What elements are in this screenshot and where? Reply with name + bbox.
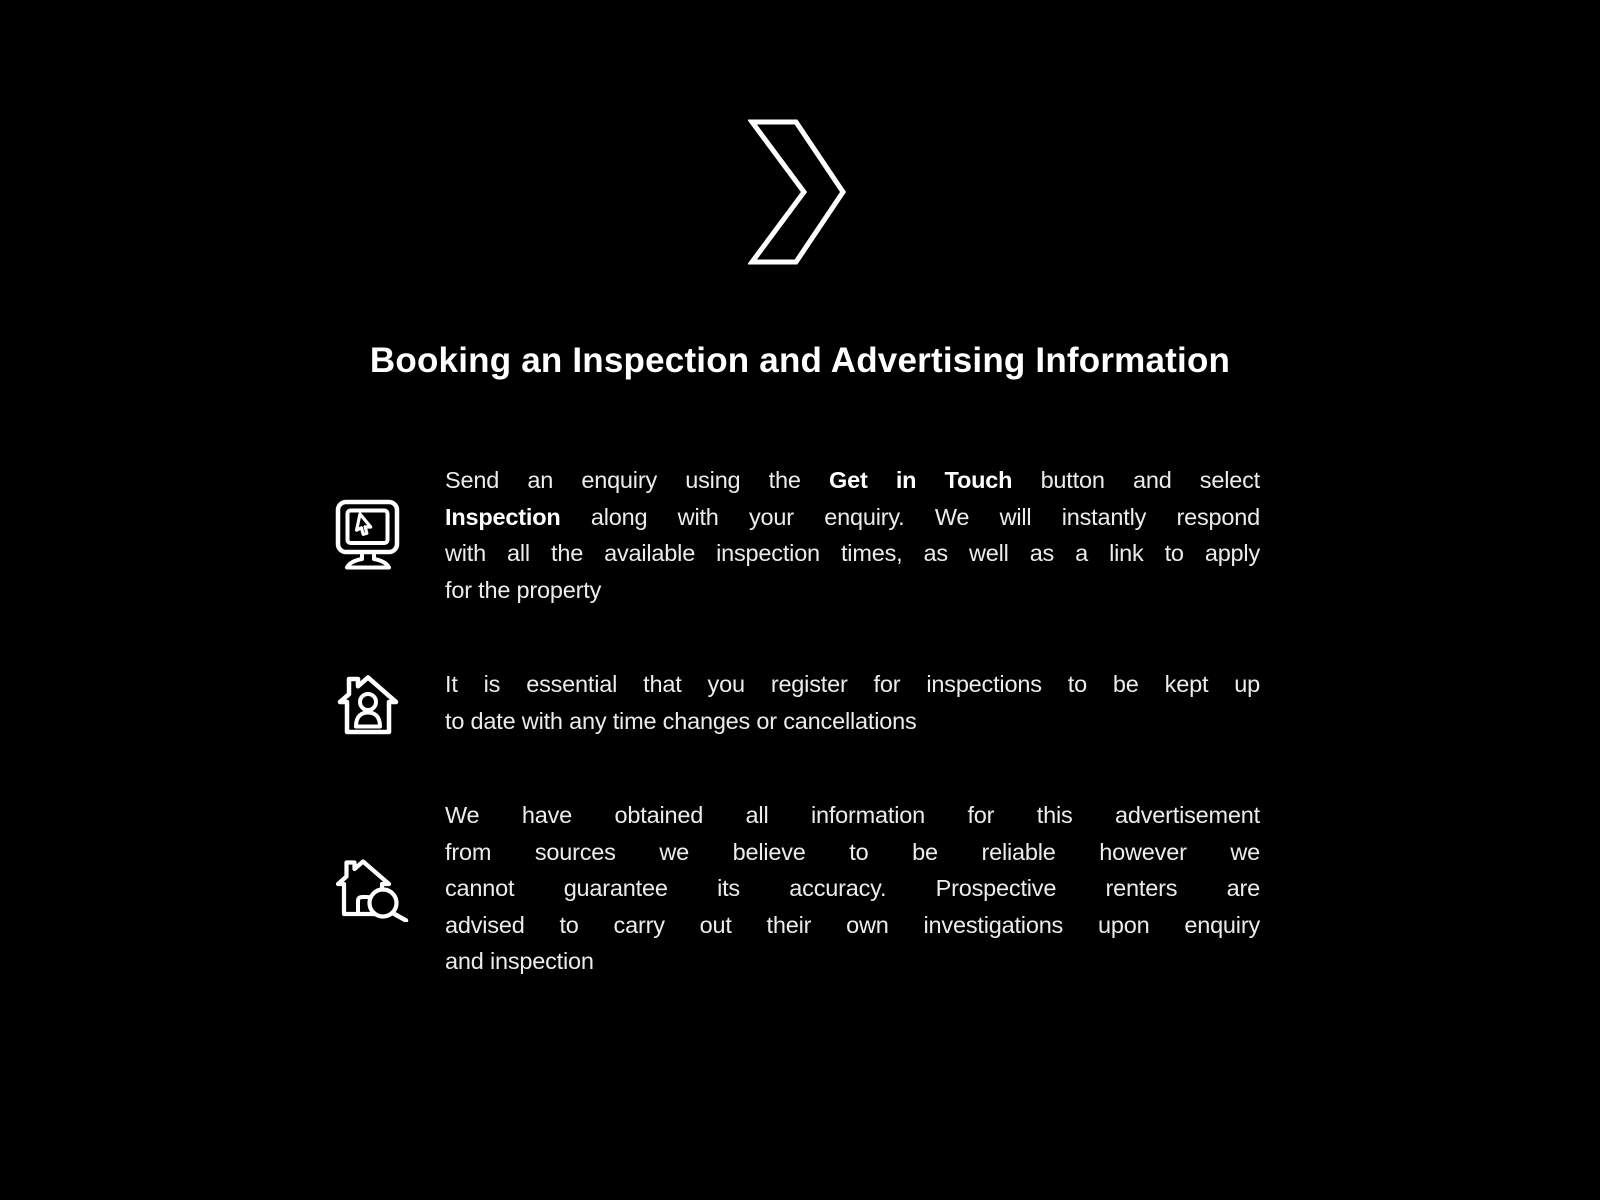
next-chevron-icon[interactable] (748, 118, 848, 266)
bold-inspection: Inspection (445, 503, 561, 530)
bullet-text-register (445, 666, 1260, 739)
bold-get-in-touch: Get in Touch (829, 467, 1013, 493)
page-title: Booking an Inspection and Advertising Information (369, 341, 1231, 380)
text-line: with all the available inspection times, as well as a link to apply (445, 540, 1260, 566)
text-line: We have obtained all information for this advertisement (445, 802, 1260, 828)
bullet-item-enquiry (335, 462, 1260, 608)
text-line: Send an enquiry using the Get in Touch button and select (445, 467, 1260, 493)
chevron-right-icon (748, 118, 848, 266)
bullet-text-disclaimer (445, 797, 1260, 980)
text-line: and inspection (445, 948, 594, 974)
text-line: cannot guarantee its accuracy. Prospective renters are (445, 875, 1260, 901)
house-person-icon (335, 670, 445, 736)
bullet-list (335, 462, 1260, 980)
text-line: advised to carry out their own investigations upon enquiry (445, 911, 1260, 938)
bullet-item-register (335, 666, 1260, 739)
monitor-cursor-icon (335, 499, 445, 571)
bullet-text-enquiry (445, 462, 1260, 608)
text-line: from sources we believe to be reliable however we (445, 838, 1260, 865)
text-line: to date with any time changes or cancellations (445, 707, 917, 734)
text-line: It is essential that you register for inspections to be kept up (445, 671, 1260, 697)
house-magnifier-icon (335, 854, 445, 922)
text-line: for the property (445, 576, 602, 603)
bullet-item-disclaimer (335, 797, 1260, 980)
text-line: Inspection along with your enquiry. We will instantly respond (445, 503, 1260, 530)
